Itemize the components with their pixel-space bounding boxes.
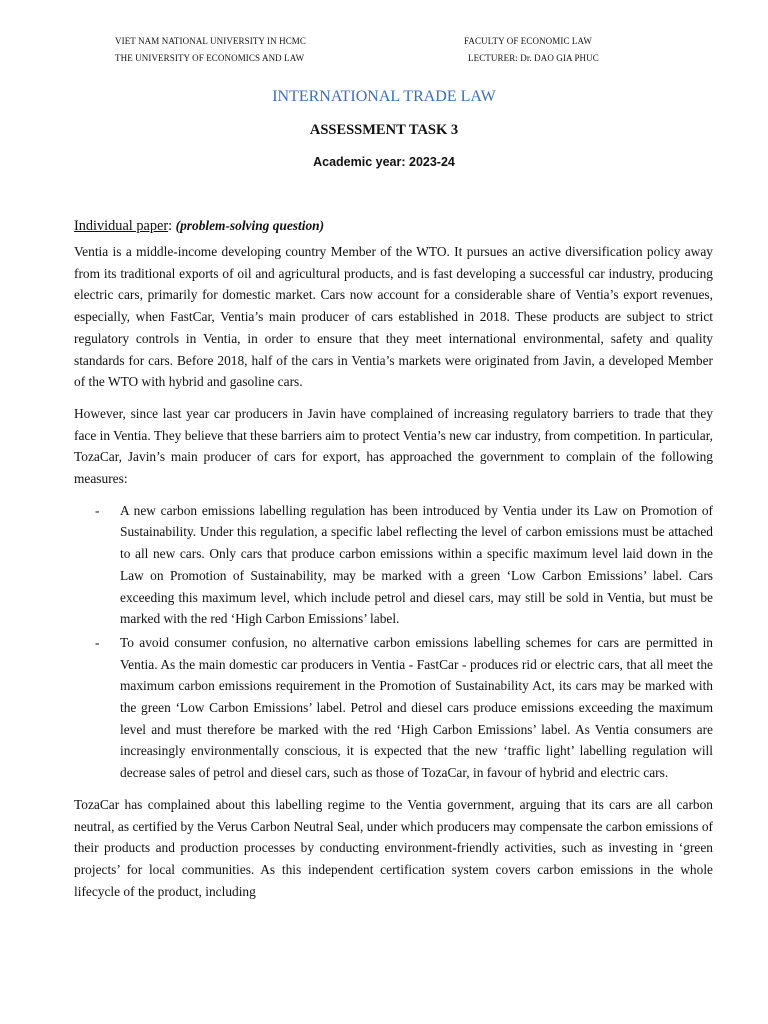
- paragraph-2: However, since last year car producers in Javin have complained of increasing regulatory barriers to trade that they face in Ventia. They believe that these barriers aim to protect Ventia’s new car industry, from competition. In particular, TozaCar, Javin’s main producer of cars for export, has approached the government to complain of the following measures:: [74, 405, 713, 487]
- paragraph-3: TozaCar has complained about this labelling regime to the Ventia government, arguing that its cars are all carbon neutral, as certified by the Verus Carbon Neutral Seal, under which producers may compensate the carbon emissions of their products and production processes by conducting environment-friendly activities, such as investing in ‘green projects’ for local communities. As this independent certification system covers carbon emissions in the whole lifecycle of the product, including: [74, 796, 713, 899]
- header-right: [464, 33, 599, 67]
- school-name: THE UNIVERSITY OF ECONOMICS AND LAW: [115, 53, 305, 63]
- section-heading-text: Individual paper: [74, 218, 169, 234]
- list-item: [74, 632, 713, 784]
- header-left: [115, 33, 306, 67]
- section-subheading: (problem-solving question): [175, 218, 325, 233]
- assessment-title: ASSESSMENT TASK 3: [309, 122, 459, 138]
- bullet-dash: -: [95, 502, 100, 518]
- section-heading-colon: :: [168, 218, 176, 234]
- document-body: [74, 216, 713, 912]
- academic-year: [0, 155, 768, 169]
- paragraph-1: Ventia is a middle-income developing country Member of the WTO. It pursues an active diversification policy away from its traditional exports of oil and agricultural products, and is fast developing a successful car industry, producing electric cars, primarily for domestic market. Cars now account for a considerable share of Ventia’s export revenues, especially, when FastCar, Ventia’s main producer of cars established in 2018. These products are subject to strict regulatory controls in Ventia, in order to ensure that they meet international environmental, safety and quality standards for cars. Before 2018, half of the cars in Ventia’s markets were originated from Javin, a developed Member of the WTO with hybrid and gasoline cars.: [74, 244, 713, 390]
- section-heading: [74, 216, 713, 236]
- university-name: VIET NAM NATIONAL UNIVERSITY IN HCMC: [115, 36, 307, 46]
- faculty-name: FACULTY OF ECONOMIC LAW: [464, 36, 593, 46]
- academic-year-label: Academic year:: [313, 155, 409, 169]
- measures-list: [74, 500, 713, 784]
- list-item-text: A new carbon emissions labelling regulation has been introduced by Ventia under its Law on Promotion of Sustainability. Under this regulation, a specific label reflecting the level of carbon emissions must be attached to all new cars. Only cars that produce carbon emissions within a specific maximum level laid down in the Law on Promotion of Sustainability, may be marked with a green ‘Low Carbon Emissions’ label. Cars exceeding this maximum level, which include petrol and diesel cars, may still be sold in Ventia, but must be marked with the red ‘High Carbon Emissions’ label.: [120, 502, 713, 627]
- bullet-dash: -: [95, 634, 100, 650]
- list-item: [74, 500, 713, 630]
- list-item-text: To avoid consumer confusion, no alternative carbon emissions labelling schemes for cars are permitted in Ventia. As the main domestic car producers in Ventia - FastCar - produces rid or electric cars, that all meet the maximum carbon emissions requirement in the Promotion of Sustainability Act, its cars may be marked with the green ‘Low Carbon Emissions’ label. Petrol and diesel cars produce emissions exceeding the maximum level and must therefore be marked with the red ‘High Carbon Emissions’ label. As Ventia consumers are increasingly environmentally conscious, it is expected that the new ‘traffic light’ labelling regulation will decrease sales of petrol and diesel cars, such as those of TozaCar, in favour of hybrid and electric cars.: [120, 634, 713, 781]
- academic-year-value: 2023-24: [409, 155, 455, 169]
- lecturer-name: LECTURER: Dr. DAO GIA PHUC: [468, 53, 599, 63]
- course-title: INTERNATIONAL TRADE LAW: [272, 88, 496, 105]
